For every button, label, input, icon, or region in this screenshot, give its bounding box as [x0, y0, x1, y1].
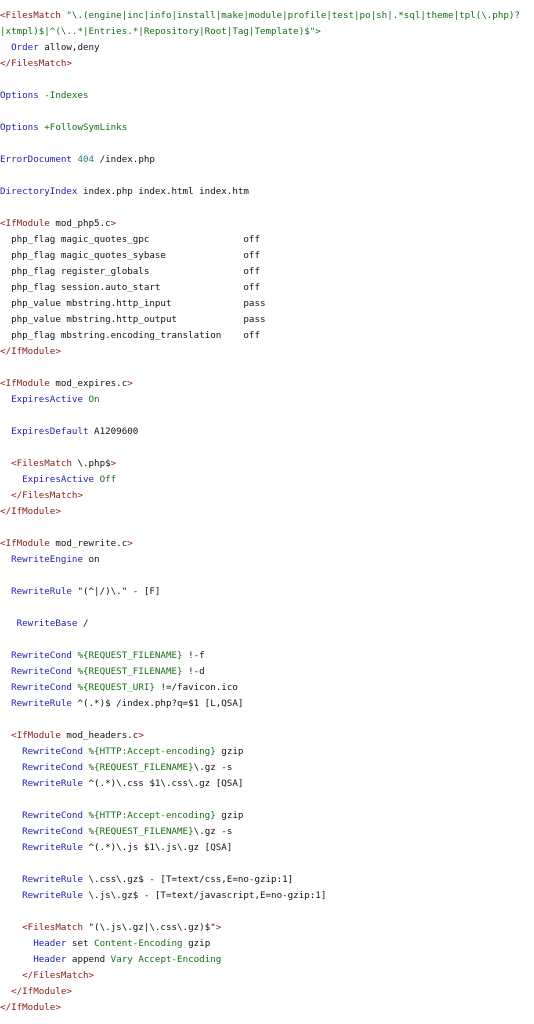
code-token: </FilesMatch> — [0, 490, 83, 501]
code-token: php_value mbstring.http_output pass — [0, 314, 266, 325]
code-token: > — [138, 730, 144, 741]
code-line — [0, 56, 72, 72]
code-token: RewriteCond — [0, 666, 78, 677]
code-token: RewriteEngine — [0, 554, 89, 565]
code-token: mod_php5.c — [55, 218, 111, 229]
code-line — [0, 88, 89, 104]
code-token: Options — [0, 90, 45, 101]
code-line — [0, 728, 144, 744]
code-token: set — [71, 938, 95, 949]
code-line — [0, 296, 266, 312]
code-token: <FilesMatch — [0, 10, 67, 21]
code-line — [0, 920, 221, 936]
code-token: ^(.*)$ /index.php?q=$1 [L,QSA] — [77, 698, 244, 709]
code-token: Options — [0, 122, 45, 133]
code-line — [0, 840, 232, 856]
code-line — [0, 888, 326, 904]
code-token: </IfModule> — [0, 506, 61, 517]
code-token: !-f — [182, 650, 205, 661]
code-token: 404 — [77, 154, 95, 165]
code-token: Header — [0, 954, 72, 965]
code-line — [0, 456, 116, 472]
code-line — [0, 264, 260, 280]
code-token: RewriteCond — [0, 762, 89, 773]
code-token: \.php$ — [77, 458, 111, 469]
code-line — [0, 776, 243, 792]
code-token: %{REQUEST_FILENAME} — [77, 666, 183, 677]
code-token: !-d — [182, 666, 205, 677]
code-line — [0, 744, 243, 760]
code-token: mod_rewrite.c — [55, 538, 128, 549]
code-token: </IfModule> — [0, 346, 61, 357]
code-line — [0, 216, 116, 232]
code-token: RewriteCond — [0, 826, 89, 837]
code-token: php_flag magic_quotes_sybase off — [0, 250, 260, 261]
code-token: gzip — [182, 938, 211, 949]
code-token: "(^|/)\." - [F] — [77, 586, 161, 597]
code-token: <IfModule — [0, 538, 56, 549]
code-token: <IfModule — [0, 218, 56, 229]
code-token: RewriteRule — [0, 586, 78, 597]
code-token: append — [71, 954, 111, 965]
code-token: on — [88, 554, 100, 565]
code-token: RewriteRule — [0, 842, 89, 853]
code-line — [0, 536, 133, 552]
code-token: > — [127, 538, 133, 549]
code-line — [0, 680, 238, 696]
code-token: > — [110, 218, 117, 229]
code-token: DirectoryIndex — [0, 186, 83, 197]
code-token: Off — [99, 474, 117, 485]
code-token: \.gz -s — [193, 826, 233, 837]
code-line — [0, 232, 260, 248]
code-line — [0, 952, 221, 968]
code-token: php_flag magic_quotes_gpc off — [0, 234, 260, 245]
code-line — [0, 664, 205, 680]
code-line — [0, 936, 210, 952]
code-token: +FollowSymLinks — [44, 122, 128, 133]
code-line — [0, 328, 260, 344]
code-token: ^(.*)\.js $1\.js\.gz [QSA] — [88, 842, 233, 853]
code-token: |xtmpl)$|^(\..*|Entries.*|Repository|Root|Tag|Template)$"> — [0, 26, 321, 37]
code-token: php_flag session.auto_start off — [0, 282, 260, 293]
code-token: gzip — [215, 746, 244, 757]
code-token: %{REQUEST_FILENAME} — [88, 762, 194, 773]
code-line — [0, 424, 138, 440]
code-line — [0, 472, 116, 488]
code-line — [0, 1000, 61, 1016]
code-line — [0, 648, 205, 664]
code-token: RewriteCond — [0, 682, 78, 693]
code-token: </FilesMatch> — [0, 58, 72, 69]
code-token: \.js\.gz$ - [T=text/javascript,E=no-gzip:1] — [88, 890, 327, 901]
code-token: RewriteCond — [0, 810, 89, 821]
code-token: index.php index.html index.htm — [82, 186, 249, 197]
code-line — [0, 184, 249, 200]
code-token: /index.php — [94, 154, 155, 165]
code-token: "\.(engine|inc|info|install|make|module|profile|test|po|sh|.*sql|theme|tpl(\.php)? — [66, 10, 520, 21]
code-line — [0, 248, 260, 264]
code-token: </FilesMatch> — [0, 970, 95, 981]
code-token: \.css\.gz$ - [T=text/css,E=no-gzip:1] — [88, 874, 294, 885]
code-token: !=/favicon.ico — [154, 682, 238, 693]
code-token: RewriteCond — [0, 650, 78, 661]
code-token: ExpiresDefault — [0, 426, 95, 437]
code-line — [0, 968, 94, 984]
code-token: A1209600 — [94, 426, 139, 437]
code-token: <FilesMatch — [0, 922, 89, 933]
code-line — [0, 488, 83, 504]
code-token: RewriteRule — [0, 778, 89, 789]
code-token: %{HTTP:Accept-encoding} — [88, 810, 216, 821]
code-token: gzip — [215, 810, 244, 821]
code-line — [0, 120, 127, 136]
code-line — [0, 24, 321, 40]
code-line — [0, 152, 155, 168]
code-line — [0, 872, 293, 888]
code-token: Vary Accept-Encoding — [110, 954, 222, 965]
code-token: %{REQUEST_FILENAME} — [88, 826, 194, 837]
code-token: Header — [0, 938, 72, 949]
code-line — [0, 584, 160, 600]
code-token: > — [110, 458, 117, 469]
code-line — [0, 376, 133, 392]
code-line — [0, 8, 520, 24]
code-line — [0, 40, 100, 56]
code-token: ExpiresActive — [0, 474, 100, 485]
code-line — [0, 808, 243, 824]
code-token: <IfModule — [0, 378, 56, 389]
code-token: %{REQUEST_URI} — [77, 682, 155, 693]
code-token: allow,deny — [44, 42, 100, 53]
code-token: </IfModule> — [0, 1002, 61, 1013]
code-token: > — [127, 378, 133, 389]
code-token: RewriteRule — [0, 698, 78, 709]
code-line — [0, 760, 232, 776]
code-line — [0, 824, 232, 840]
code-token: Content-Encoding — [94, 938, 183, 949]
code-token: mod_headers.c — [66, 730, 139, 741]
code-line — [0, 312, 266, 328]
code-token: php_value mbstring.http_input pass — [0, 298, 266, 309]
code-line — [0, 616, 89, 632]
code-token: \.gz -s — [193, 762, 233, 773]
code-token: > — [215, 922, 222, 933]
code-token: </IfModule> — [0, 986, 72, 997]
code-token: php_flag register_globals off — [0, 266, 260, 277]
code-token: ErrorDocument — [0, 154, 78, 165]
code-line — [0, 984, 72, 1000]
code-token: %{HTTP:Accept-encoding} — [88, 746, 216, 757]
code-line — [0, 696, 243, 712]
code-token: %{REQUEST_FILENAME} — [77, 650, 183, 661]
code-token: ^(.*)\.css $1\.css\.gz [QSA] — [88, 778, 244, 789]
code-token: RewriteRule — [0, 890, 89, 901]
code-token: / — [82, 618, 89, 629]
code-line — [0, 280, 260, 296]
code-token: "(\.js\.gz|\.css\.gz)$" — [88, 922, 216, 933]
code-token: -Indexes — [44, 90, 89, 101]
code-line — [0, 344, 61, 360]
code-token: <IfModule — [0, 730, 67, 741]
code-line — [0, 504, 61, 520]
code-token: On — [88, 394, 100, 405]
code-token: php_flag mbstring.encoding_translation off — [0, 330, 260, 341]
code-line — [0, 392, 100, 408]
code-token: ExpiresActive — [0, 394, 89, 405]
code-token: <FilesMatch — [0, 458, 78, 469]
code-token: Order — [0, 42, 45, 53]
code-token: RewriteRule — [0, 874, 89, 885]
code-line — [0, 552, 100, 568]
code-token: RewriteBase — [0, 618, 83, 629]
code-token: RewriteCond — [0, 746, 89, 757]
code-token: mod_expires.c — [55, 378, 128, 389]
